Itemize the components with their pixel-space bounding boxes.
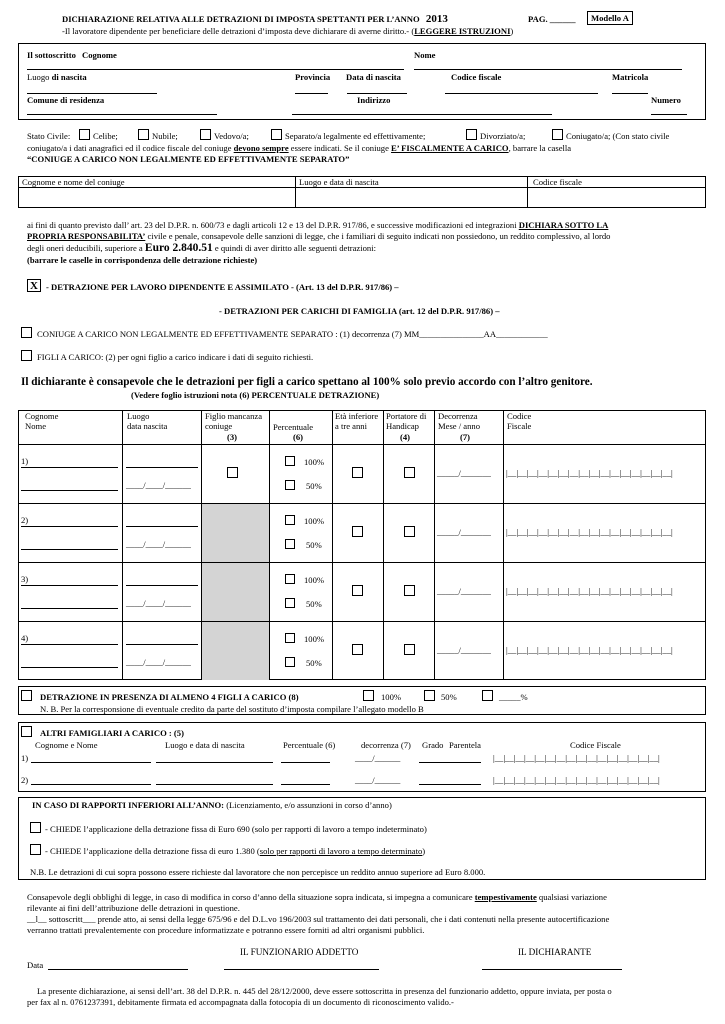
declarant-signature-line[interactable] <box>482 969 622 970</box>
child-row-2-taxcode[interactable]: |__|__|__|__|__|__|__|__|__|__|__|__|__|__|__|__| <box>506 527 673 537</box>
relatives-header-degree: Grado <box>422 740 444 750</box>
header-surname-l1: Cognome <box>25 411 59 421</box>
header-start-date-l1: Decorrenza <box>438 411 478 421</box>
fixed-1380-label-c: ) <box>422 846 426 856</box>
shaded-cell-row-4 <box>202 621 269 680</box>
child-row-2-under-three-checkbox[interactable] <box>352 526 363 537</box>
relative-row-2-number: 2) <box>21 775 29 785</box>
child-row-1-birthdate[interactable]: ____/____/______ <box>126 480 191 490</box>
relative-row-2-taxcode[interactable]: |__|__|__|__|__|__|__|__|__|__|__|__|__|__|__|__| <box>493 775 660 785</box>
footer-paragraph-2-line2: verranno trattati prevalentemente con procedure informatizzate e potranno essere forniti ad altri organismi pubblici. <box>27 925 425 935</box>
officer-label: IL FUNZIONARIO ADDETTO <box>240 947 359 957</box>
header-surname-l2: Nome <box>25 421 47 432</box>
birthdate-label: Data di nascita <box>346 72 401 82</box>
civil-status-line2-e: , barrare la casella <box>508 143 572 153</box>
children-col-divider-4 <box>332 410 333 680</box>
children-col-divider-6 <box>434 410 435 680</box>
checkbox-separato[interactable] <box>271 129 282 140</box>
employee-deduction-checkbox[interactable] <box>27 279 41 292</box>
form-title <box>62 13 448 26</box>
subtitle-text: -Il lavoratore dipendente per beneficiare delle detrazioni d’imposta deve dichiarare di averne diritto.- ( <box>62 26 415 36</box>
child-row-1-name-line-1[interactable] <box>21 467 118 468</box>
tax-code-label: Codice fiscale <box>451 72 502 82</box>
fixed-690-label: - CHIEDE l’applicazione della detrazione fissa di Euro 690 (solo per rapporti di lavoro a tempo indeterminato) <box>45 824 427 834</box>
children-header-line <box>18 444 706 445</box>
child-row-2-handicap-checkbox[interactable] <box>404 526 415 537</box>
child-row-4-birthplace-line[interactable] <box>126 644 198 645</box>
child-row-1-no-spouse-checkbox[interactable] <box>227 467 238 478</box>
declaration-line1-b: DICHIARA SOTTO LA <box>518 220 609 230</box>
child-row-2-100-checkbox[interactable] <box>285 515 295 525</box>
read-instructions-link[interactable]: LEGGERE ISTRUZIONI <box>414 26 511 36</box>
address-field-line[interactable] <box>292 114 552 115</box>
street-number-field-line[interactable] <box>651 114 687 115</box>
child-row-4-50-label: 50% <box>306 658 322 668</box>
child-row-1-name-line-2[interactable] <box>21 490 118 491</box>
footer-paragraph-2-line1: __l__ sottoscritt___ prende atto, ai sensi della legge 675/96 e del D.L.vo 196/2003 sul trattamento dei dati personali, che i dati contenuti nella presente autocertificazione <box>27 914 610 924</box>
form-year: 2013 <box>425 13 448 25</box>
province-field-line[interactable] <box>295 93 328 94</box>
children-col-divider-7 <box>503 410 504 680</box>
child-row-1-start-date[interactable]: _____/_______ <box>437 468 491 478</box>
header-no-spouse-l3: (3) <box>227 431 238 442</box>
children-col-divider-5 <box>383 410 384 680</box>
income-threshold-amount: Euro 2.840.51 <box>144 242 213 254</box>
header-handicap-l2: Handicap <box>386 421 419 432</box>
header-taxcode-l1: Codice <box>507 411 532 421</box>
child-row-4-under-three-checkbox[interactable] <box>352 644 363 655</box>
child-row-3-start-date[interactable]: _____/_______ <box>437 586 491 596</box>
header-percentage <box>273 422 313 443</box>
partial-year-note: N.B. Le detrazioni di cui sopra possono essere richieste dal lavoratore che non percepisce un reddito annuo superiore ad Euro 8.000. <box>30 867 486 877</box>
employee-deduction-mark: X <box>30 280 38 292</box>
birthplace-suffix: di nascita <box>51 72 87 82</box>
header-start-date <box>438 411 480 442</box>
relatives-header-taxcode: Codice Fiscale <box>570 740 621 750</box>
header-birth-l1: Luogo <box>127 411 150 421</box>
option-coniugato: Coniugato/a; (Con stato civile <box>566 131 670 141</box>
surname-label: Cognome <box>82 50 117 60</box>
footer-paragraph-3-line2: per fax al n. 0761237391, debitamente firmata ed accompagnata dalla fotocopia di un documento di riconoscimento valido.- <box>27 997 454 1007</box>
header-no-spouse <box>205 411 262 442</box>
civil-status-line2 <box>27 143 571 153</box>
birthdate-field-line[interactable] <box>347 93 407 94</box>
undersigned-label: Il sottoscritto <box>27 50 76 60</box>
child-row-4-name-line-1[interactable] <box>21 644 118 645</box>
model-label <box>587 11 633 25</box>
child-row-4-handicap-checkbox[interactable] <box>404 644 415 655</box>
declaration-line3-a: degli oneri deducibili, superiore a <box>27 243 143 253</box>
header-handicap-l1: Portatore di <box>386 411 427 421</box>
spouse-birth-cell[interactable] <box>296 188 526 207</box>
relative-row-1-relation-line[interactable] <box>419 762 481 763</box>
civil-status-line2-b: devono sempre <box>233 143 289 153</box>
child-row-2-50-checkbox[interactable] <box>285 539 295 549</box>
relative-row-2-percentage-line[interactable] <box>281 784 330 785</box>
header-birth <box>127 411 167 432</box>
option-celibe: Celibe; <box>93 131 118 141</box>
header-surname <box>25 411 58 432</box>
header-start-date-l3: (7) <box>460 431 471 442</box>
option-vedovo: Vedovo/a; <box>214 131 249 141</box>
child-row-3-name-line-2[interactable] <box>21 608 118 609</box>
header-taxcode-l2: Fiscale <box>507 421 532 432</box>
spouse-taxcode-cell[interactable] <box>528 188 705 207</box>
relative-row-2-start[interactable]: ____/______ <box>355 775 401 785</box>
child-row-2-birthdate[interactable]: ____/____/______ <box>126 539 191 549</box>
footer-p1-b: tempestivamente <box>474 892 537 902</box>
residence-field-line[interactable] <box>27 114 217 115</box>
four-children-100-checkbox[interactable] <box>363 690 374 701</box>
relatives-header-start: decorrenza (7) <box>361 740 411 750</box>
name-label: Nome <box>414 50 436 60</box>
header-percentage-l3: (6) <box>293 432 304 443</box>
relatives-header-name: Cognome e Nome <box>35 740 98 750</box>
child-row-3-birthdate[interactable]: ____/____/______ <box>126 598 191 608</box>
checkbox-spouse-dependent[interactable] <box>21 327 32 338</box>
declaration-line2-a: PROPRIA RESPONSABILITA’ <box>27 231 146 241</box>
relatives-header-birth: Luogo e data di nascita <box>165 740 245 750</box>
declaration-line2-b: civile e penale, consapevole delle sanzioni di legge, che i familiari di seguito indicati non possiedono, un reddito complessivo, al lordo <box>145 231 611 241</box>
children-row-line-3 <box>18 621 706 622</box>
fixed-1380-label-b: solo per rapporti di lavoro a tempo determinato <box>259 846 423 856</box>
child-row-3-50-label: 50% <box>306 599 322 609</box>
child-row-4-100-checkbox[interactable] <box>285 633 295 643</box>
child-row-4-number: 4) <box>21 633 29 643</box>
child-row-4-name-line-2[interactable] <box>21 667 118 668</box>
child-row-4-birthdate[interactable]: ____/____/______ <box>126 657 191 667</box>
child-row-2-start-date[interactable]: _____/_______ <box>437 527 491 537</box>
fixed-1380-label <box>45 846 425 856</box>
child-row-2-number: 2) <box>21 515 29 525</box>
four-children-100-label: 100% <box>381 692 402 702</box>
agreement-notice: Il dichiarante è consapevole che le detrazioni per figli a carico spettano al 100% solo previo accordo con l’altro genitore. <box>21 376 593 388</box>
four-children-50-checkbox[interactable] <box>424 690 435 701</box>
child-row-1-50-label: 50% <box>306 481 322 491</box>
relative-row-2-relation-line[interactable] <box>419 784 481 785</box>
header-start-date-l2: Mese / anno <box>438 421 481 432</box>
spouse-taxcode-header: Codice fiscale <box>533 177 582 187</box>
form-subtitle <box>62 26 513 36</box>
birthplace-field-line[interactable] <box>27 93 157 94</box>
checkbox-divorziato[interactable] <box>466 129 477 140</box>
partial-year-title <box>32 800 392 810</box>
child-row-4-taxcode[interactable]: |__|__|__|__|__|__|__|__|__|__|__|__|__|__|__|__| <box>506 645 673 655</box>
option-nubile: Nubile; <box>152 131 178 141</box>
footer-paragraph-1 <box>27 892 607 902</box>
checkbox-children-dependent[interactable] <box>21 350 32 361</box>
date-label: Data <box>27 960 44 970</box>
four-children-label: DETRAZIONE IN PRESENZA DI ALMENO 4 FIGLI A CARICO (8) <box>40 692 299 702</box>
footer-p1-a: Consapevole degli obblighi di legge, in caso di modifica in corso d’anno della situazione sopra indicata, si impegna a comunicare <box>27 892 473 902</box>
relative-row-1-birth-line[interactable] <box>156 762 273 763</box>
child-row-2-name-line-2[interactable] <box>21 549 118 550</box>
relative-row-1-name-line[interactable] <box>31 762 151 763</box>
residence-label: Comune di residenza <box>27 95 105 105</box>
address-label: Indirizzo <box>357 95 391 105</box>
spouse-name-header: Cognome e nome del coniuge <box>22 177 125 187</box>
civil-status-label: Stato Civile: <box>27 131 71 141</box>
birthplace-label <box>27 72 87 82</box>
relative-row-2-name-line[interactable] <box>31 784 151 785</box>
checkbox-coniugato[interactable] <box>552 129 563 140</box>
declaration-line4: (barrare le caselle in corrispondenza delle detrazione richieste) <box>27 255 258 265</box>
name-field-line[interactable] <box>414 69 682 70</box>
fixed-1380-label-a: - CHIEDE l’applicazione della detrazione fissa di euro 1.380 ( <box>45 846 260 856</box>
header-under-three <box>335 411 378 432</box>
model-label-text: Modello A <box>591 13 629 23</box>
relatives-header-relation: Parentela <box>449 740 481 750</box>
child-row-4-100-label: 100% <box>304 634 325 644</box>
partial-year-title-suffix: (Licenziamento, e/o assunzioni in corso d’anno) <box>224 800 392 810</box>
header-handicap <box>386 411 426 442</box>
child-row-1-50-checkbox[interactable] <box>285 480 295 490</box>
checkbox-nubile[interactable] <box>138 129 149 140</box>
civil-status-line2-c: essere indicati. Se il coniuge <box>290 143 389 153</box>
header-percentage-l2: Percentuale <box>273 422 314 432</box>
civil-status-line2-d: E’ FISCALMENTE A CARICO <box>391 143 509 153</box>
birthplace-prefix: Luogo <box>27 72 50 82</box>
child-row-1-under-three-checkbox[interactable] <box>352 467 363 478</box>
subtitle-end: ) <box>510 26 514 36</box>
child-row-3-100-label: 100% <box>304 575 325 585</box>
child-row-2-name-line-1[interactable] <box>21 526 118 527</box>
children-row-line-2 <box>18 562 706 563</box>
street-number-label: Numero <box>651 95 681 105</box>
checkbox-four-children[interactable] <box>21 690 32 701</box>
badge-number-label: Matricola <box>612 72 649 82</box>
child-row-3-birthplace-line[interactable] <box>126 585 198 586</box>
spouse-dependent-label: CONIUGE A CARICO NON LEGALMENTE ED EFFETTIVAMENTE SEPARATO : (1) decorrenza (7) MM_______________AA____________ <box>37 329 548 339</box>
civil-status-line2-a: coniugato/a i dati anagrafici ed il codice fiscale del coniuge <box>27 143 232 153</box>
children-dependent-label: FIGLI A CARICO: (2) per ogni figlio a carico indicare i dati di seguito richiesti. <box>37 352 314 362</box>
tax-code-field-line[interactable] <box>445 93 598 94</box>
shaded-cell-row-3 <box>202 562 269 621</box>
relative-row-1-start[interactable]: ____/______ <box>355 753 401 763</box>
relatives-header-percentage: Percentuale (6) <box>283 740 336 750</box>
footer-paragraph-3-line1: La presente dichiarazione, ai sensi dell’art. 38 del D.P.R. n. 445 del 28/12/2000, deve essere sottoscritta in presenza del funzionario addetto, oppure inviata, per posta o <box>37 986 612 996</box>
child-row-4-50-checkbox[interactable] <box>285 657 295 667</box>
header-under-three-l2: a tre anni <box>335 421 367 432</box>
page-number-label: PAG. ______ <box>528 14 576 24</box>
four-children-custom-checkbox[interactable] <box>482 690 493 701</box>
date-field-line[interactable] <box>48 969 188 970</box>
child-row-3-100-checkbox[interactable] <box>285 574 295 584</box>
badge-number-field-line[interactable] <box>612 93 648 94</box>
header-birth-l2: data nascita <box>127 421 168 432</box>
child-row-3-50-checkbox[interactable] <box>285 598 295 608</box>
spouse-birth-header: Luogo e data di nascita <box>299 177 379 187</box>
child-row-1-taxcode[interactable]: |__|__|__|__|__|__|__|__|__|__|__|__|__|__|__|__| <box>506 468 673 478</box>
option-separato: Separato/a legalmente ed effettivamente; <box>285 131 426 141</box>
relative-row-2-birth-line[interactable] <box>156 784 273 785</box>
children-col-divider-2 <box>201 410 202 680</box>
four-children-custom-label[interactable]: _____% <box>499 692 528 702</box>
footer-p1-c: qualsiasi variazione <box>536 892 607 902</box>
child-row-3-name-line-1[interactable] <box>21 585 118 586</box>
children-row-line-1 <box>18 503 706 504</box>
relative-row-1-percentage-line[interactable] <box>281 762 330 763</box>
declaration-line1-a: ai fini di quanto previsto dall’ art. 23 del D.P.R. n. 600/73 e dagli articoli 12 e 13 del D.P.R. 917/86, e successive modificazioni ed integrazioni <box>27 220 517 230</box>
child-row-1-100-checkbox[interactable] <box>285 456 295 466</box>
spouse-name-cell[interactable] <box>19 188 294 207</box>
child-row-4-start-date[interactable]: _____/_______ <box>437 645 491 655</box>
shaded-cell-row-2 <box>202 503 269 562</box>
child-row-3-handicap-checkbox[interactable] <box>404 585 415 596</box>
children-col-divider-3 <box>269 410 270 680</box>
relative-row-1-taxcode[interactable]: |__|__|__|__|__|__|__|__|__|__|__|__|__|__|__|__| <box>493 753 660 763</box>
child-row-2-100-label: 100% <box>304 516 325 526</box>
header-no-spouse-l2: coniuge <box>205 421 233 432</box>
checkbox-celibe[interactable] <box>79 129 90 140</box>
checkbox-other-relatives[interactable] <box>21 726 32 737</box>
child-row-1-100-label: 100% <box>304 457 325 467</box>
civil-status-line3: “CONIUGE A CARICO NON LEGALMENTE ED EFFETTIVAMENTE SEPARATO” <box>27 154 350 164</box>
officer-signature-line[interactable] <box>224 969 379 970</box>
footer-paragraph-1-line2: rilevante ai fini dell’attribuzione delle detrazioni in questione. <box>27 903 240 913</box>
option-divorziato: Divorziato/a; <box>480 131 526 141</box>
employee-deduction-label: - DETRAZIONE PER LAVORO DIPENDENTE E ASSIMILATO - (Art. 13 del D.P.R. 917/86) – <box>46 282 399 292</box>
agreement-subnotice: (Vedere foglio istruzioni nota (6) PERCENTUALE DETRAZIONE) <box>131 390 380 400</box>
declarant-label: IL DICHIARANTE <box>518 947 592 957</box>
child-row-3-number: 3) <box>21 574 29 584</box>
checkbox-vedovo[interactable] <box>200 129 211 140</box>
header-handicap-l3: (4) <box>400 431 411 442</box>
declaration-line3 <box>27 242 376 256</box>
other-relatives-label: ALTRI FAMIGLIARI A CARICO : (5) <box>40 728 184 738</box>
child-row-1-handicap-checkbox[interactable] <box>404 467 415 478</box>
declaration-line2 <box>27 231 610 241</box>
four-children-50-label: 50% <box>441 692 457 702</box>
child-row-2-birthplace-line[interactable] <box>126 526 198 527</box>
family-deductions-title: - DETRAZIONI PER CARICHI DI FAMIGLIA (art. 12 del D.P.R. 917/86) – <box>219 306 500 316</box>
province-label: Provincia <box>295 72 331 82</box>
form-title-text: DICHIARAZIONE RELATIVA ALLE DETRAZIONI DI IMPOSTA SPETTANTI PER L’ANNO <box>62 14 420 24</box>
child-row-3-under-three-checkbox[interactable] <box>352 585 363 596</box>
child-row-1-birthplace-line[interactable] <box>126 467 198 468</box>
children-col-divider-1 <box>122 410 123 680</box>
child-row-1-number: 1) <box>21 456 29 466</box>
checkbox-fixed-690[interactable] <box>30 822 41 833</box>
declaration-line1 <box>27 220 608 230</box>
header-taxcode <box>507 411 531 432</box>
header-under-three-l1: Età inferiore <box>335 411 379 421</box>
declaration-line3-b: e quindi di aver diritto alle seguenti detrazioni: <box>214 243 376 253</box>
checkbox-fixed-1380[interactable] <box>30 844 41 855</box>
child-row-3-taxcode[interactable]: |__|__|__|__|__|__|__|__|__|__|__|__|__|__|__|__| <box>506 586 673 596</box>
header-no-spouse-l1: Figlio mancanza <box>205 411 263 421</box>
child-row-2-50-label: 50% <box>306 540 322 550</box>
surname-field-line[interactable] <box>27 69 404 70</box>
relative-row-1-number: 1) <box>21 753 29 763</box>
four-children-note: N. B. Per la corresponsione di eventuale credito da parte del sostituto d’imposta compilare l’allegato modello B <box>40 704 424 714</box>
partial-year-title-bold: IN CASO DI RAPPORTI INFERIORI ALL’ANNO: <box>32 800 225 810</box>
